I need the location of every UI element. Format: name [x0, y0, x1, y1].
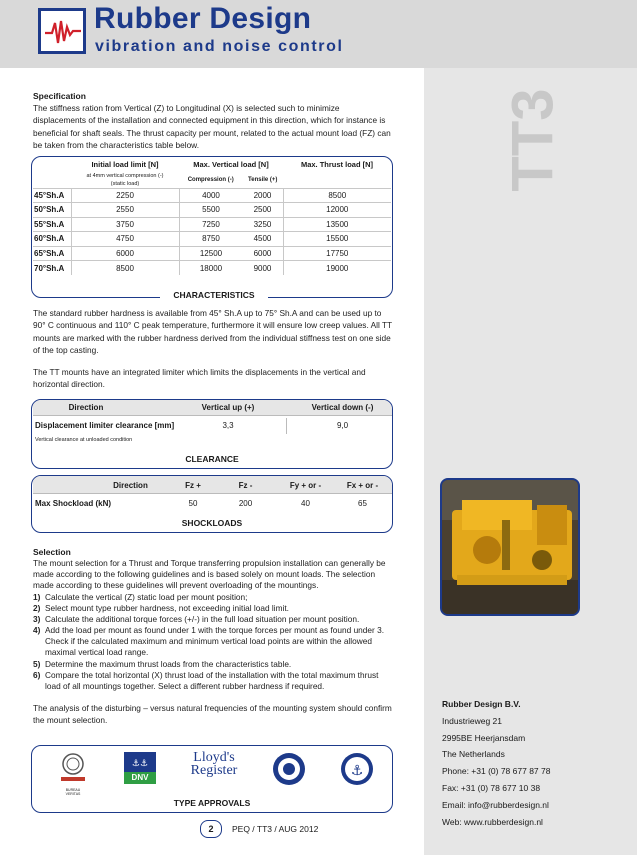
initial-note-2: (static load): [110, 180, 140, 187]
col-vertical-load: Max. Vertical load [N]: [193, 159, 269, 169]
svg-text:⚓: ⚓: [350, 763, 364, 779]
specification-text: The stiffness ration from Vertical (Z) to Longitudinal (X) is selected such to minimize displacements of the installation and connected equipment in this direction, which for instance is beneficial for shaft seals. The thrust capacity per mount, related to the actual mount load (FZ) can be taken from the characteristics table below.: [33, 103, 391, 150]
limiter-text: The TT mounts have an integrated limiter which limits the displacements in the vertical and horizontal direction.: [33, 367, 366, 390]
shock-fy-header: Fy + or -: [289, 481, 322, 490]
specification-heading: Specification: [33, 91, 86, 101]
tensile-cell: 3250: [242, 217, 283, 232]
brand-logo: [38, 8, 86, 54]
compression-cell: 5500: [179, 203, 242, 218]
characteristics-caption: CHARACTERISTICS: [173, 290, 255, 300]
page-header: [0, 0, 637, 68]
thrust-cell: 8500: [283, 188, 391, 203]
clearance-up-value: 3,3: [222, 421, 234, 430]
grade-cell: 50°Sh.A: [33, 203, 71, 218]
waveform-icon: [43, 17, 83, 47]
contact-block: [442, 696, 550, 830]
tensile-cell: 2000: [242, 188, 283, 203]
initial-cell: 3750: [71, 217, 179, 232]
bureau-veritas-logo: BUREAU VERITAS: [58, 752, 88, 796]
col-compression: Compression (-): [187, 176, 234, 183]
table-row: [33, 261, 391, 276]
brand-name: Rubber Design: [94, 2, 312, 35]
document-reference: PEQ / TT3 / AUG 2012: [232, 824, 319, 834]
list-item: 5) Determine the maximum thrust loads from the characteristics table.: [33, 658, 292, 669]
list-item: 1) Calculate the vertical (Z) static load per mount position;: [33, 592, 248, 602]
table-row: [33, 203, 391, 218]
col-tensile: Tensile (+): [248, 176, 278, 183]
grade-cell: 55°Sh.A: [33, 217, 71, 232]
thrust-cell: 15500: [283, 232, 391, 247]
shock-fz-minus-header: Fz -: [238, 481, 253, 490]
street: Industrieweg 21: [442, 715, 503, 726]
list-item: 2) Select mount type rubber hardness, not exceeding initial load limit.: [33, 603, 289, 614]
lloyds-register-logo: Lloyd's Register: [190, 750, 238, 778]
initial-cell: 2250: [71, 188, 179, 203]
initial-cell: 8500: [71, 261, 179, 276]
city: 2995BE Heerjansdam: [442, 732, 526, 743]
tensile-cell: 2500: [242, 203, 283, 218]
brand-tagline: vibration and noise control: [95, 38, 344, 55]
selection-intro: The mount selection for a Thrust and Torque transferring propulsion installation can generally be made according to the following guidelines and is based solely on mount loads. The selection made according to these guidelines will prevent overloading of the mountings.: [33, 558, 386, 591]
approvals-caption: TYPE APPROVALS: [173, 798, 251, 808]
compression-cell: 7250: [179, 217, 242, 232]
shock-fz-minus-value: 200: [238, 499, 253, 508]
shock-fy-value: 40: [301, 499, 310, 508]
grade-cell: 45°Sh.A: [33, 188, 71, 203]
table-row: [33, 246, 391, 261]
thrust-cell: 12000: [283, 203, 391, 218]
hardness-text: The standard rubber hardness is available from 45° Sh.A up to 75° Sh.A and can be used up to 90° C continuous and 110° C peak temperature, furthermore it will ensure low creep values. All TT mounts are marked with the rubber hardness derived from the individual stiffness test on one side of the top casting.: [33, 308, 392, 355]
col-initial-load: Initial load limit [N]: [91, 159, 159, 169]
clearance-caption: CLEARANCE: [185, 454, 239, 464]
anchor-seal-logo: [340, 752, 374, 791]
table-row: [33, 232, 391, 247]
compression-cell: 12500: [179, 246, 242, 261]
website[interactable]: Web: www.rubberdesign.nl: [442, 816, 543, 827]
page-number: 2: [200, 820, 222, 838]
clearance-direction-header: Direction: [68, 403, 104, 412]
dnv-logo: ⚓⚓ DNV: [124, 752, 156, 789]
clearance-down-header: Vertical down (-): [311, 403, 374, 412]
country: The Netherlands: [442, 749, 505, 760]
thrust-cell: 13500: [283, 217, 391, 232]
tensile-cell: 9000: [242, 261, 283, 276]
selection-outro: The analysis of the disturbing – versus natural frequencies of the mounting system should confirm the mount selection.: [33, 703, 392, 726]
initial-cell: 2550: [71, 203, 179, 218]
clearance-up-header: Vertical up (+): [201, 403, 255, 412]
col-thrust-load: Max. Thrust load [N]: [300, 159, 374, 169]
shock-fz-plus-value: 50: [188, 499, 198, 508]
classification-seal-logo: [272, 752, 306, 791]
tensile-cell: 4500: [242, 232, 283, 247]
thrust-cell: 19000: [283, 261, 391, 276]
fax: Fax: +31 (0) 78 677 10 38: [442, 782, 541, 793]
shock-fx-value: 65: [358, 499, 367, 508]
initial-cell: 6000: [71, 246, 179, 261]
table-row: [33, 217, 391, 232]
grade-cell: 65°Sh.A: [33, 246, 71, 261]
shock-direction-header: Direction: [113, 481, 148, 490]
svg-text:⚓⚓: ⚓⚓: [131, 759, 149, 769]
thrust-cell: 17750: [283, 246, 391, 261]
shock-fz-plus-header: Fz +: [185, 481, 201, 490]
selection-heading: Selection: [33, 547, 71, 557]
company-name: Rubber Design B.V.: [442, 699, 521, 709]
selection-steps: [33, 592, 393, 692]
shock-fx-header: Fx + or -: [346, 481, 379, 490]
compression-cell: 8750: [179, 232, 242, 247]
compression-cell: 4000: [179, 188, 242, 203]
phone: Phone: +31 (0) 78 677 87 78: [442, 766, 551, 777]
compression-cell: 18000: [179, 261, 242, 276]
clearance-note: Vertical clearance at unloaded condition: [35, 437, 133, 443]
grade-cell: 70°Sh.A: [33, 261, 71, 276]
clearance-down-value: 9,0: [336, 421, 349, 430]
shock-row-label: Max Shockload (kN): [35, 499, 112, 508]
clearance-row-label: Displacement limiter clearance [mm]: [35, 421, 175, 430]
email[interactable]: Email: info@rubberdesign.nl: [442, 799, 549, 810]
table-row: [33, 188, 391, 203]
characteristics-table: [33, 157, 391, 275]
list-item: 4) Add the load per mount as found under 1 with the torque forces per mount as found under 3. Check if the calculated maximum and minimum vertical load points are within the allowed maximal vertical load range.: [33, 625, 385, 658]
tensile-cell: 6000: [242, 246, 283, 261]
shockloads-caption: SHOCKLOADS: [181, 518, 243, 528]
product-photo: [440, 478, 580, 616]
product-code: TT3: [500, 88, 566, 192]
initial-note-1: at 4mm vertical compression (-): [86, 172, 164, 179]
list-item: 3) Calculate the additional torque forces (+/-) in the full load situation per mount position.: [33, 614, 360, 625]
list-item: 6) Compare the total horizontal (X) thrust load of the installation with the total maximum thrust load of all mountings together. Select a different rubber hardness if required.: [33, 669, 379, 691]
initial-cell: 4750: [71, 232, 179, 247]
grade-cell: 60°Sh.A: [33, 232, 71, 247]
